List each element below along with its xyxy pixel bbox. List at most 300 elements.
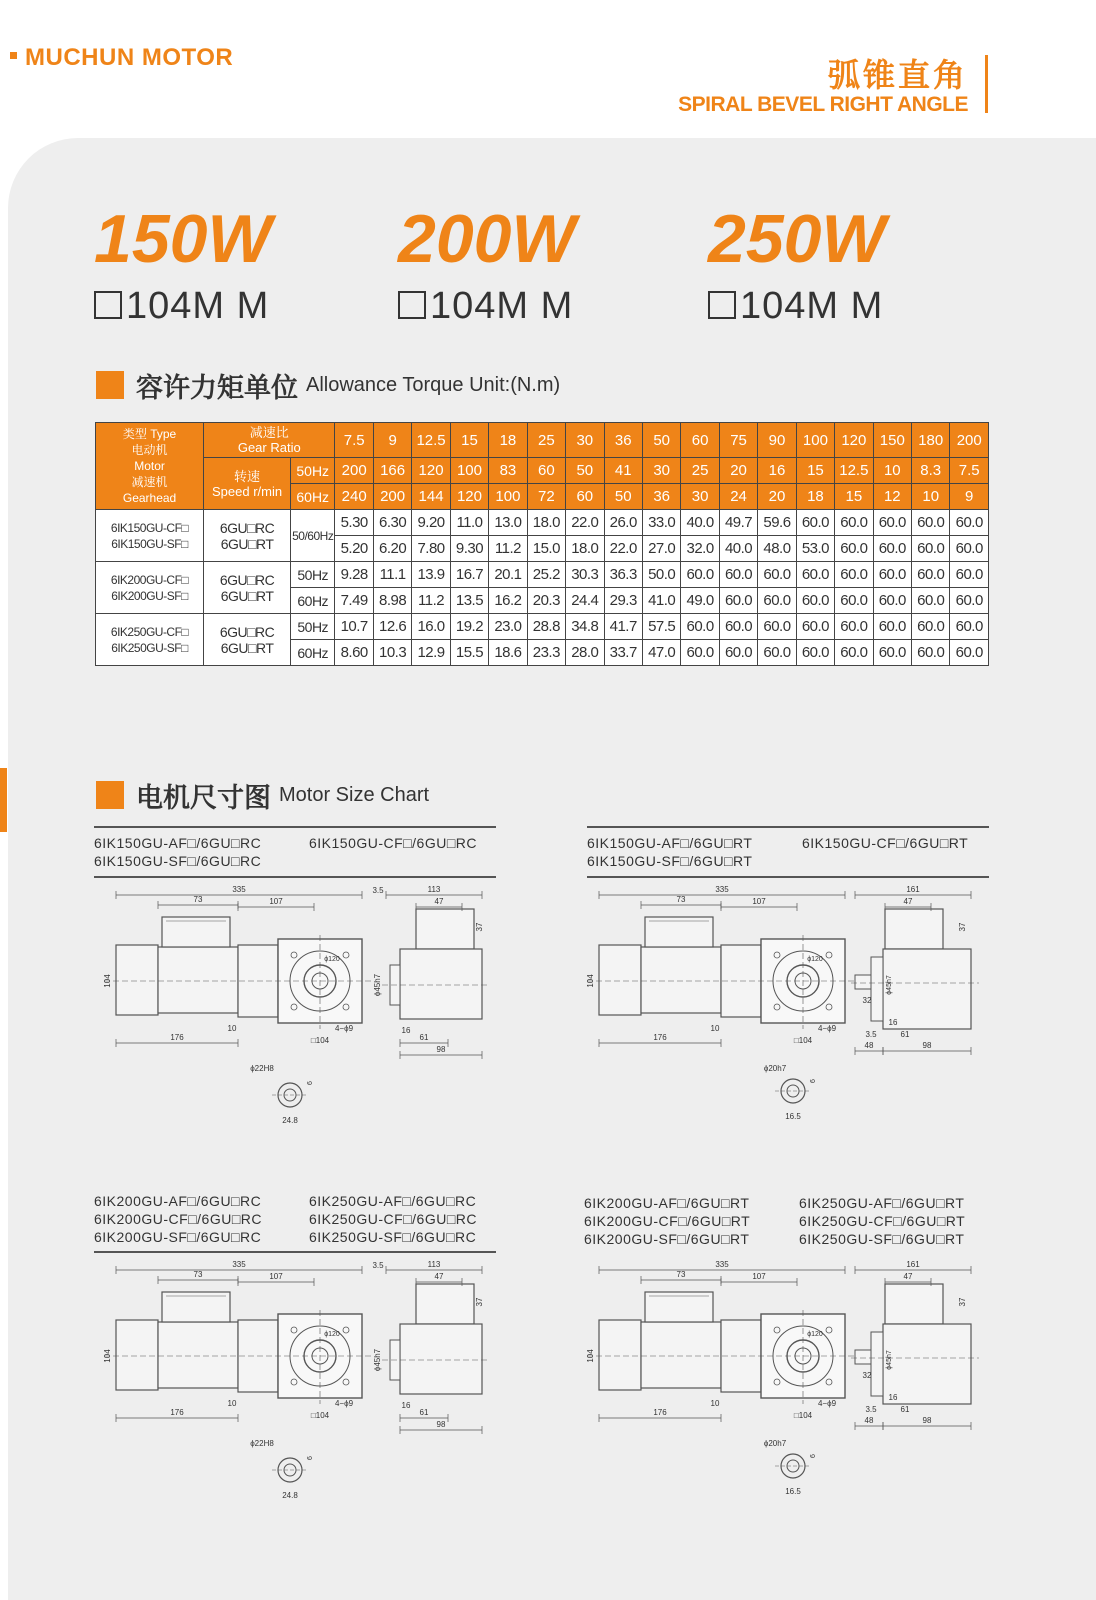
ratio-cell: 120 xyxy=(835,423,873,458)
dimension-label: 16.5 xyxy=(785,1112,801,1121)
torque-title-en: Allowance Torque Unit:(N.m) xyxy=(306,373,561,396)
motor-model-cell xyxy=(96,562,204,614)
dimension-label: 24.8 xyxy=(282,1116,298,1125)
torque-cell: 60.0 xyxy=(912,614,950,640)
dimension-label: 161 xyxy=(906,1260,920,1269)
speed-cell: 15 xyxy=(796,458,834,484)
torque-cell: 23.0 xyxy=(489,614,527,640)
model-label: 6IK150GU-AF□/6GU□RC xyxy=(94,835,262,851)
speed-cell: 41 xyxy=(604,458,642,484)
dimension-label: 176 xyxy=(653,1033,667,1042)
torque-cell: 60.0 xyxy=(950,640,989,666)
motor-model: 6IK250GU-SF□ xyxy=(111,640,188,655)
torque-cell: 60.0 xyxy=(719,614,757,640)
ratio-cell: 100 xyxy=(796,423,834,458)
square-icon xyxy=(708,291,736,319)
dimension-label: 61 xyxy=(900,1030,910,1039)
dimension-label: 61 xyxy=(900,1405,910,1414)
motor-model-cell xyxy=(96,614,204,666)
torque-cell: 22.0 xyxy=(604,536,642,562)
dimension-label: 16 xyxy=(401,1401,411,1410)
torque-cell: 60.0 xyxy=(912,640,950,666)
dimension-label: 98 xyxy=(436,1420,446,1429)
dimension-label: 113 xyxy=(427,885,441,894)
torque-cell: 60.0 xyxy=(950,588,989,614)
speed-cell: 240 xyxy=(335,484,373,510)
side-accent-bar xyxy=(0,768,7,832)
dimension-label: 176 xyxy=(653,1408,667,1417)
torque-cell: 60.0 xyxy=(835,640,873,666)
label-rule-bottom xyxy=(94,876,496,878)
freq-cell: 50/60Hz xyxy=(291,510,335,562)
type-header-line: Motor xyxy=(134,459,165,473)
drawing-outline xyxy=(162,1292,230,1322)
torque-cell: 60.0 xyxy=(796,562,834,588)
gear-ratio-header-line: 减速比 xyxy=(249,425,289,440)
torque-cell: 60.0 xyxy=(758,614,796,640)
gearhead-model: 6GU□RT xyxy=(220,535,274,552)
gearhead-model: 6GU□RC xyxy=(219,519,275,536)
speed-cell: 30 xyxy=(642,458,680,484)
ratio-cell: 25 xyxy=(527,423,565,458)
torque-cell: 60.0 xyxy=(912,562,950,588)
freq-cell: 60Hz xyxy=(291,640,335,666)
ratio-cell: 60 xyxy=(681,423,719,458)
dimension-label: □104 xyxy=(793,1411,813,1420)
speed-cell: 8.3 xyxy=(912,458,950,484)
dimension-label: 6 xyxy=(810,1079,817,1083)
dimension-label: 113 xyxy=(427,1260,441,1269)
drawing-outline xyxy=(599,1320,641,1390)
gearhead-model-cell xyxy=(204,562,291,614)
frame-size-250w xyxy=(708,285,883,328)
speed-cell: 18 xyxy=(796,484,834,510)
speed-cell: 50 xyxy=(604,484,642,510)
speed-cell: 10 xyxy=(912,484,950,510)
torque-cell: 60.0 xyxy=(758,562,796,588)
dimension-label: 335 xyxy=(232,1260,246,1269)
torque-cell: 12.6 xyxy=(373,614,411,640)
torque-cell: 60.0 xyxy=(873,640,911,666)
dimension-label: 10 xyxy=(227,1399,237,1408)
dimension-label: 47 xyxy=(903,897,913,906)
page-title-cn: 弧锥直角 xyxy=(827,56,968,94)
drawing-outline xyxy=(416,1284,474,1324)
dimension-label: ϕ120 xyxy=(324,1331,340,1338)
gearhead-model: 6GU□RC xyxy=(219,571,275,588)
drawing-outline xyxy=(645,1292,713,1322)
torque-cell: 23.3 xyxy=(527,640,565,666)
torque-cell: 40.0 xyxy=(719,536,757,562)
torque-cell: 60.0 xyxy=(950,614,989,640)
torque-cell: 24.4 xyxy=(566,588,604,614)
dimension-label: 16 xyxy=(888,1018,898,1027)
speed-cell: 20 xyxy=(719,458,757,484)
gearhead-model-cell xyxy=(204,510,291,562)
dimension-label: ϕ20h7 xyxy=(763,1064,787,1073)
dimension-label: □104 xyxy=(310,1036,330,1045)
dimension-label: 73 xyxy=(193,1270,203,1279)
torque-cell: 60.0 xyxy=(873,510,911,536)
torque-cell: 15.5 xyxy=(450,640,488,666)
model-label: 6IK150GU-CF□/6GU□RT xyxy=(802,835,969,851)
motor-model: 6IK150GU-CF□ xyxy=(110,520,189,535)
dimension-label: ϕ120 xyxy=(807,1331,823,1338)
torque-cell: 18.0 xyxy=(566,536,604,562)
frame-size-200w xyxy=(398,285,573,328)
table-header-row xyxy=(96,423,989,458)
speed-cell: 12 xyxy=(873,484,911,510)
torque-cell: 13.0 xyxy=(489,510,527,536)
model-label: 6IK200GU-AF□/6GU□RC xyxy=(94,1193,262,1209)
ratio-cell: 150 xyxy=(873,423,911,458)
speed-cell: 15 xyxy=(835,484,873,510)
motor-model: 6IK200GU-CF□ xyxy=(110,572,189,587)
speed-header-line: Speed r/min xyxy=(212,483,283,499)
ratio-cell: 7.5 xyxy=(335,423,373,458)
brand-dot-icon xyxy=(10,52,17,59)
torque-cell: 36.3 xyxy=(604,562,642,588)
table-row xyxy=(96,510,989,536)
ratio-cell: 9 xyxy=(373,423,411,458)
motor-model: 6IK250GU-CF□ xyxy=(110,624,189,639)
dimension-label: □104 xyxy=(793,1036,813,1045)
torque-cell: 26.0 xyxy=(604,510,642,536)
speed-cell: 200 xyxy=(335,458,373,484)
torque-cell: 60.0 xyxy=(835,510,873,536)
torque-cell: 20.3 xyxy=(527,588,565,614)
dimension-label: 104 xyxy=(103,974,112,988)
drawing-outline xyxy=(400,1324,482,1394)
speed-cell: 200 xyxy=(373,484,411,510)
dimension-label: 47 xyxy=(903,1272,913,1281)
motor-model: 6IK150GU-SF□ xyxy=(111,536,188,551)
dimension-label: 335 xyxy=(715,885,729,894)
dimension-label: 32 xyxy=(862,1371,872,1380)
model-label: 6IK150GU-CF□/6GU□RC xyxy=(309,835,478,851)
dimension-label: 335 xyxy=(715,1260,729,1269)
motor-model: 6IK200GU-SF□ xyxy=(111,588,188,603)
drawing-outline xyxy=(855,975,871,989)
torque-cell: 60.0 xyxy=(796,640,834,666)
drawing-outline xyxy=(871,957,883,1021)
dimension-label: 73 xyxy=(193,895,203,904)
label-rule-bottom xyxy=(94,1251,496,1253)
dimension-label: 37 xyxy=(475,922,484,932)
dimension-label: 161 xyxy=(906,885,920,894)
dimension-label: 10 xyxy=(710,1024,720,1033)
torque-cell: 11.2 xyxy=(489,536,527,562)
dimension-label: 6 xyxy=(307,1456,314,1460)
speed-cell: 100 xyxy=(489,484,527,510)
drawing-outline xyxy=(116,1320,158,1390)
torque-cell: 18.6 xyxy=(489,640,527,666)
torque-cell: 60.0 xyxy=(912,536,950,562)
torque-cell: 16.2 xyxy=(489,588,527,614)
torque-cell: 60.0 xyxy=(796,510,834,536)
dimension-label: 47 xyxy=(434,897,444,906)
ratio-cell: 90 xyxy=(758,423,796,458)
model-label: 6IK150GU-AF□/6GU□RT xyxy=(587,835,753,851)
speed-cell: 9 xyxy=(950,484,989,510)
torque-cell: 50.0 xyxy=(642,562,680,588)
torque-cell: 40.0 xyxy=(681,510,719,536)
speed-cell: 20 xyxy=(758,484,796,510)
model-labels-1 xyxy=(94,834,496,870)
square-icon xyxy=(94,291,122,319)
speed-cell: 83 xyxy=(489,458,527,484)
label-rule-top xyxy=(94,826,496,828)
page-title-en: SPIRAL BEVEL RIGHT ANGLE xyxy=(678,93,968,116)
torque-cell: 60.0 xyxy=(835,562,873,588)
torque-cell: 25.2 xyxy=(527,562,565,588)
torque-cell: 20.1 xyxy=(489,562,527,588)
dimension-label: 4−ϕ9 xyxy=(334,1024,354,1033)
torque-cell: 11.2 xyxy=(412,588,450,614)
torque-cell: 60.0 xyxy=(873,562,911,588)
dimension-label: ϕ45h7 xyxy=(373,1348,382,1372)
drawing-outline xyxy=(158,947,238,1013)
dimension-label: ϕ22H8 xyxy=(250,1439,274,1448)
drawing-outline xyxy=(641,947,721,1013)
speed-cell: 50 xyxy=(566,458,604,484)
torque-cell: 57.5 xyxy=(642,614,680,640)
drawing-outline xyxy=(645,917,713,947)
model-label: 6IK200GU-CF□/6GU□RT xyxy=(584,1213,751,1229)
torque-cell: 8.60 xyxy=(335,640,373,666)
gearhead-model: 6GU□RT xyxy=(220,639,274,656)
torque-cell: 60.0 xyxy=(758,640,796,666)
gearhead-model-cell xyxy=(204,614,291,666)
drawing-outline xyxy=(116,945,158,1015)
freq-cell: 50Hz xyxy=(291,614,335,640)
motor-model-cell xyxy=(96,510,204,562)
type-header-line: 电动机 xyxy=(131,443,168,457)
dimension-label: 48 xyxy=(864,1041,874,1050)
drawing-outline xyxy=(158,1322,238,1388)
dimension-label: 4−ϕ9 xyxy=(334,1399,354,1408)
dimension-label: 3.5 xyxy=(372,1261,384,1270)
dimension-label: 107 xyxy=(752,897,766,906)
frame-size-text: 104M M xyxy=(740,285,884,327)
torque-cell: 53.0 xyxy=(796,536,834,562)
dimension-label: ϕ120 xyxy=(807,956,823,963)
model-label: 6IK250GU-SF□/6GU□RC xyxy=(309,1229,477,1245)
drawing-outline xyxy=(855,1350,871,1364)
torque-cell: 6.20 xyxy=(373,536,411,562)
motor-drawing-rc xyxy=(94,885,514,1155)
torque-cell: 34.8 xyxy=(566,614,604,640)
torque-cell: 60.0 xyxy=(835,588,873,614)
dimension-label: 3.5 xyxy=(865,1030,877,1039)
dimension-label: 16.5 xyxy=(785,1487,801,1496)
drawing-outline xyxy=(883,1324,971,1404)
torque-cell: 60.0 xyxy=(681,640,719,666)
model-label: 6IK200GU-AF□/6GU□RT xyxy=(584,1195,750,1211)
torque-cell: 60.0 xyxy=(835,614,873,640)
dimension-label: 48 xyxy=(864,1416,874,1425)
speed-cell: 60 xyxy=(566,484,604,510)
torque-cell: 49.0 xyxy=(681,588,719,614)
dimension-label: 73 xyxy=(676,1270,686,1279)
drawing-outline xyxy=(599,945,641,1015)
speed-cell: 166 xyxy=(373,458,411,484)
drawing-outline xyxy=(641,1322,721,1388)
dimension-label: 47 xyxy=(434,1272,444,1281)
torque-cell: 22.0 xyxy=(566,510,604,536)
dimension-label: 3.5 xyxy=(372,886,384,895)
torque-cell: 41.7 xyxy=(604,614,642,640)
speed-cell: 7.5 xyxy=(950,458,989,484)
torque-cell: 60.0 xyxy=(681,562,719,588)
dimension-label: 176 xyxy=(170,1408,184,1417)
torque-cell: 18.0 xyxy=(527,510,565,536)
dimension-label: 37 xyxy=(958,1297,967,1307)
speed-cell: 144 xyxy=(412,484,450,510)
torque-cell: 30.3 xyxy=(566,562,604,588)
model-label: 6IK250GU-AF□/6GU□RT xyxy=(799,1195,965,1211)
dimension-label: 3.5 xyxy=(865,1405,877,1414)
dimension-label: ϕ22H8 xyxy=(250,1064,274,1073)
torque-cell: 48.0 xyxy=(758,536,796,562)
model-label: 6IK250GU-SF□/6GU□RT xyxy=(799,1231,965,1247)
speed-header xyxy=(204,458,291,510)
dimension-label: 10 xyxy=(227,1024,237,1033)
freq-cell: 60Hz xyxy=(291,588,335,614)
speed-header-line: 转速 xyxy=(234,468,261,484)
torque-cell: 27.0 xyxy=(642,536,680,562)
dimension-label: ϕ120 xyxy=(324,956,340,963)
torque-cell: 60.0 xyxy=(758,588,796,614)
dimension-label: 176 xyxy=(170,1033,184,1042)
dimension-label: 4−ϕ9 xyxy=(817,1399,837,1408)
drawing-outline xyxy=(885,1284,943,1324)
torque-cell: 16.0 xyxy=(412,614,450,640)
torque-cell: 60.0 xyxy=(950,536,989,562)
torque-cell: 60.0 xyxy=(835,536,873,562)
size-title-cn: 电机尺寸图 xyxy=(136,782,271,814)
dimension-label: 98 xyxy=(922,1416,932,1425)
torque-cell: 60.0 xyxy=(796,614,834,640)
dimension-label: 16 xyxy=(401,1026,411,1035)
ratio-cell: 18 xyxy=(489,423,527,458)
torque-section-heading xyxy=(96,365,560,405)
model-label: 6IK200GU-SF□/6GU□RT xyxy=(584,1231,750,1247)
torque-cell: 60.0 xyxy=(796,588,834,614)
torque-cell: 60.0 xyxy=(873,536,911,562)
torque-cell: 7.49 xyxy=(335,588,373,614)
title-divider xyxy=(985,55,988,113)
dimension-label: 104 xyxy=(586,1349,595,1363)
speed-cell: 120 xyxy=(412,458,450,484)
speed-cell: 30 xyxy=(681,484,719,510)
torque-cell: 10.7 xyxy=(335,614,373,640)
dimension-label: ϕ20h7 xyxy=(763,1439,787,1448)
dimension-label: 37 xyxy=(958,922,967,932)
speed-cell: 12.5 xyxy=(835,458,873,484)
torque-cell: 5.30 xyxy=(335,510,373,536)
table-row xyxy=(96,562,989,588)
torque-cell: 47.0 xyxy=(642,640,680,666)
ratio-cell: 36 xyxy=(604,423,642,458)
section-square-icon xyxy=(96,781,124,809)
torque-cell: 12.9 xyxy=(412,640,450,666)
dimension-label: 4−ϕ9 xyxy=(817,1024,837,1033)
dimension-label: 98 xyxy=(922,1041,932,1050)
dimension-label: 16 xyxy=(888,1393,898,1402)
torque-cell: 32.0 xyxy=(681,536,719,562)
dimension-label: 24.8 xyxy=(282,1491,298,1500)
dimension-label: ϕ45h7 xyxy=(886,1350,893,1370)
dimension-label: 6 xyxy=(810,1454,817,1458)
torque-cell: 33.0 xyxy=(642,510,680,536)
speed-cell: 24 xyxy=(719,484,757,510)
frame-size-150w xyxy=(94,285,269,328)
torque-cell: 5.20 xyxy=(335,536,373,562)
dimension-label: 73 xyxy=(676,895,686,904)
label-rule-bottom xyxy=(587,876,989,878)
torque-title-cn: 容许力矩单位 xyxy=(136,372,298,404)
torque-cell: 19.2 xyxy=(450,614,488,640)
torque-cell: 60.0 xyxy=(912,510,950,536)
dimension-label: 107 xyxy=(269,1272,283,1281)
torque-cell: 11.0 xyxy=(450,510,488,536)
torque-cell: 29.3 xyxy=(604,588,642,614)
torque-cell: 10.3 xyxy=(373,640,411,666)
frame-size-text: 104M M xyxy=(126,285,270,327)
torque-cell: 60.0 xyxy=(950,510,989,536)
speed-cell: 72 xyxy=(527,484,565,510)
gearhead-model: 6GU□RT xyxy=(220,587,274,604)
torque-cell: 60.0 xyxy=(950,562,989,588)
dimension-label: 37 xyxy=(475,1297,484,1307)
power-rating-250w: 250W xyxy=(708,201,886,277)
model-labels-4 xyxy=(584,1194,989,1248)
freq-cell: 50Hz xyxy=(291,562,335,588)
brand-logo xyxy=(10,44,233,72)
ratio-cell: 200 xyxy=(950,423,989,458)
label-rule-top xyxy=(587,826,989,828)
gearhead-model: 6GU□RC xyxy=(219,623,275,640)
torque-cell: 59.6 xyxy=(758,510,796,536)
size-title-en: Motor Size Chart xyxy=(279,783,430,806)
hz-label: 60Hz xyxy=(291,484,335,510)
drawing-outline xyxy=(883,949,971,1029)
hz-label: 50Hz xyxy=(291,458,335,484)
model-labels-3 xyxy=(94,1192,496,1246)
model-label: 6IK250GU-CF□/6GU□RT xyxy=(799,1213,966,1229)
torque-cell: 60.0 xyxy=(719,562,757,588)
model-label: 6IK200GU-SF□/6GU□RC xyxy=(94,1229,262,1245)
torque-cell: 6.30 xyxy=(373,510,411,536)
motor-drawing-rt xyxy=(586,1260,997,1540)
drawing-outline xyxy=(400,949,482,1019)
model-label: 6IK150GU-SF□/6GU□RT xyxy=(587,853,753,869)
ratio-cell: 50 xyxy=(642,423,680,458)
model-label: 6IK250GU-CF□/6GU□RC xyxy=(309,1211,478,1227)
speed-cell: 120 xyxy=(450,484,488,510)
dimension-label: 6 xyxy=(307,1081,314,1085)
ratio-cell: 75 xyxy=(719,423,757,458)
type-header-line: Gearhead xyxy=(122,491,177,505)
torque-cell: 16.7 xyxy=(450,562,488,588)
section-square-icon xyxy=(96,371,124,399)
torque-cell: 60.0 xyxy=(873,588,911,614)
torque-cell: 33.7 xyxy=(604,640,642,666)
model-labels-2 xyxy=(587,834,989,870)
torque-cell: 60.0 xyxy=(719,640,757,666)
torque-cell: 60.0 xyxy=(873,614,911,640)
